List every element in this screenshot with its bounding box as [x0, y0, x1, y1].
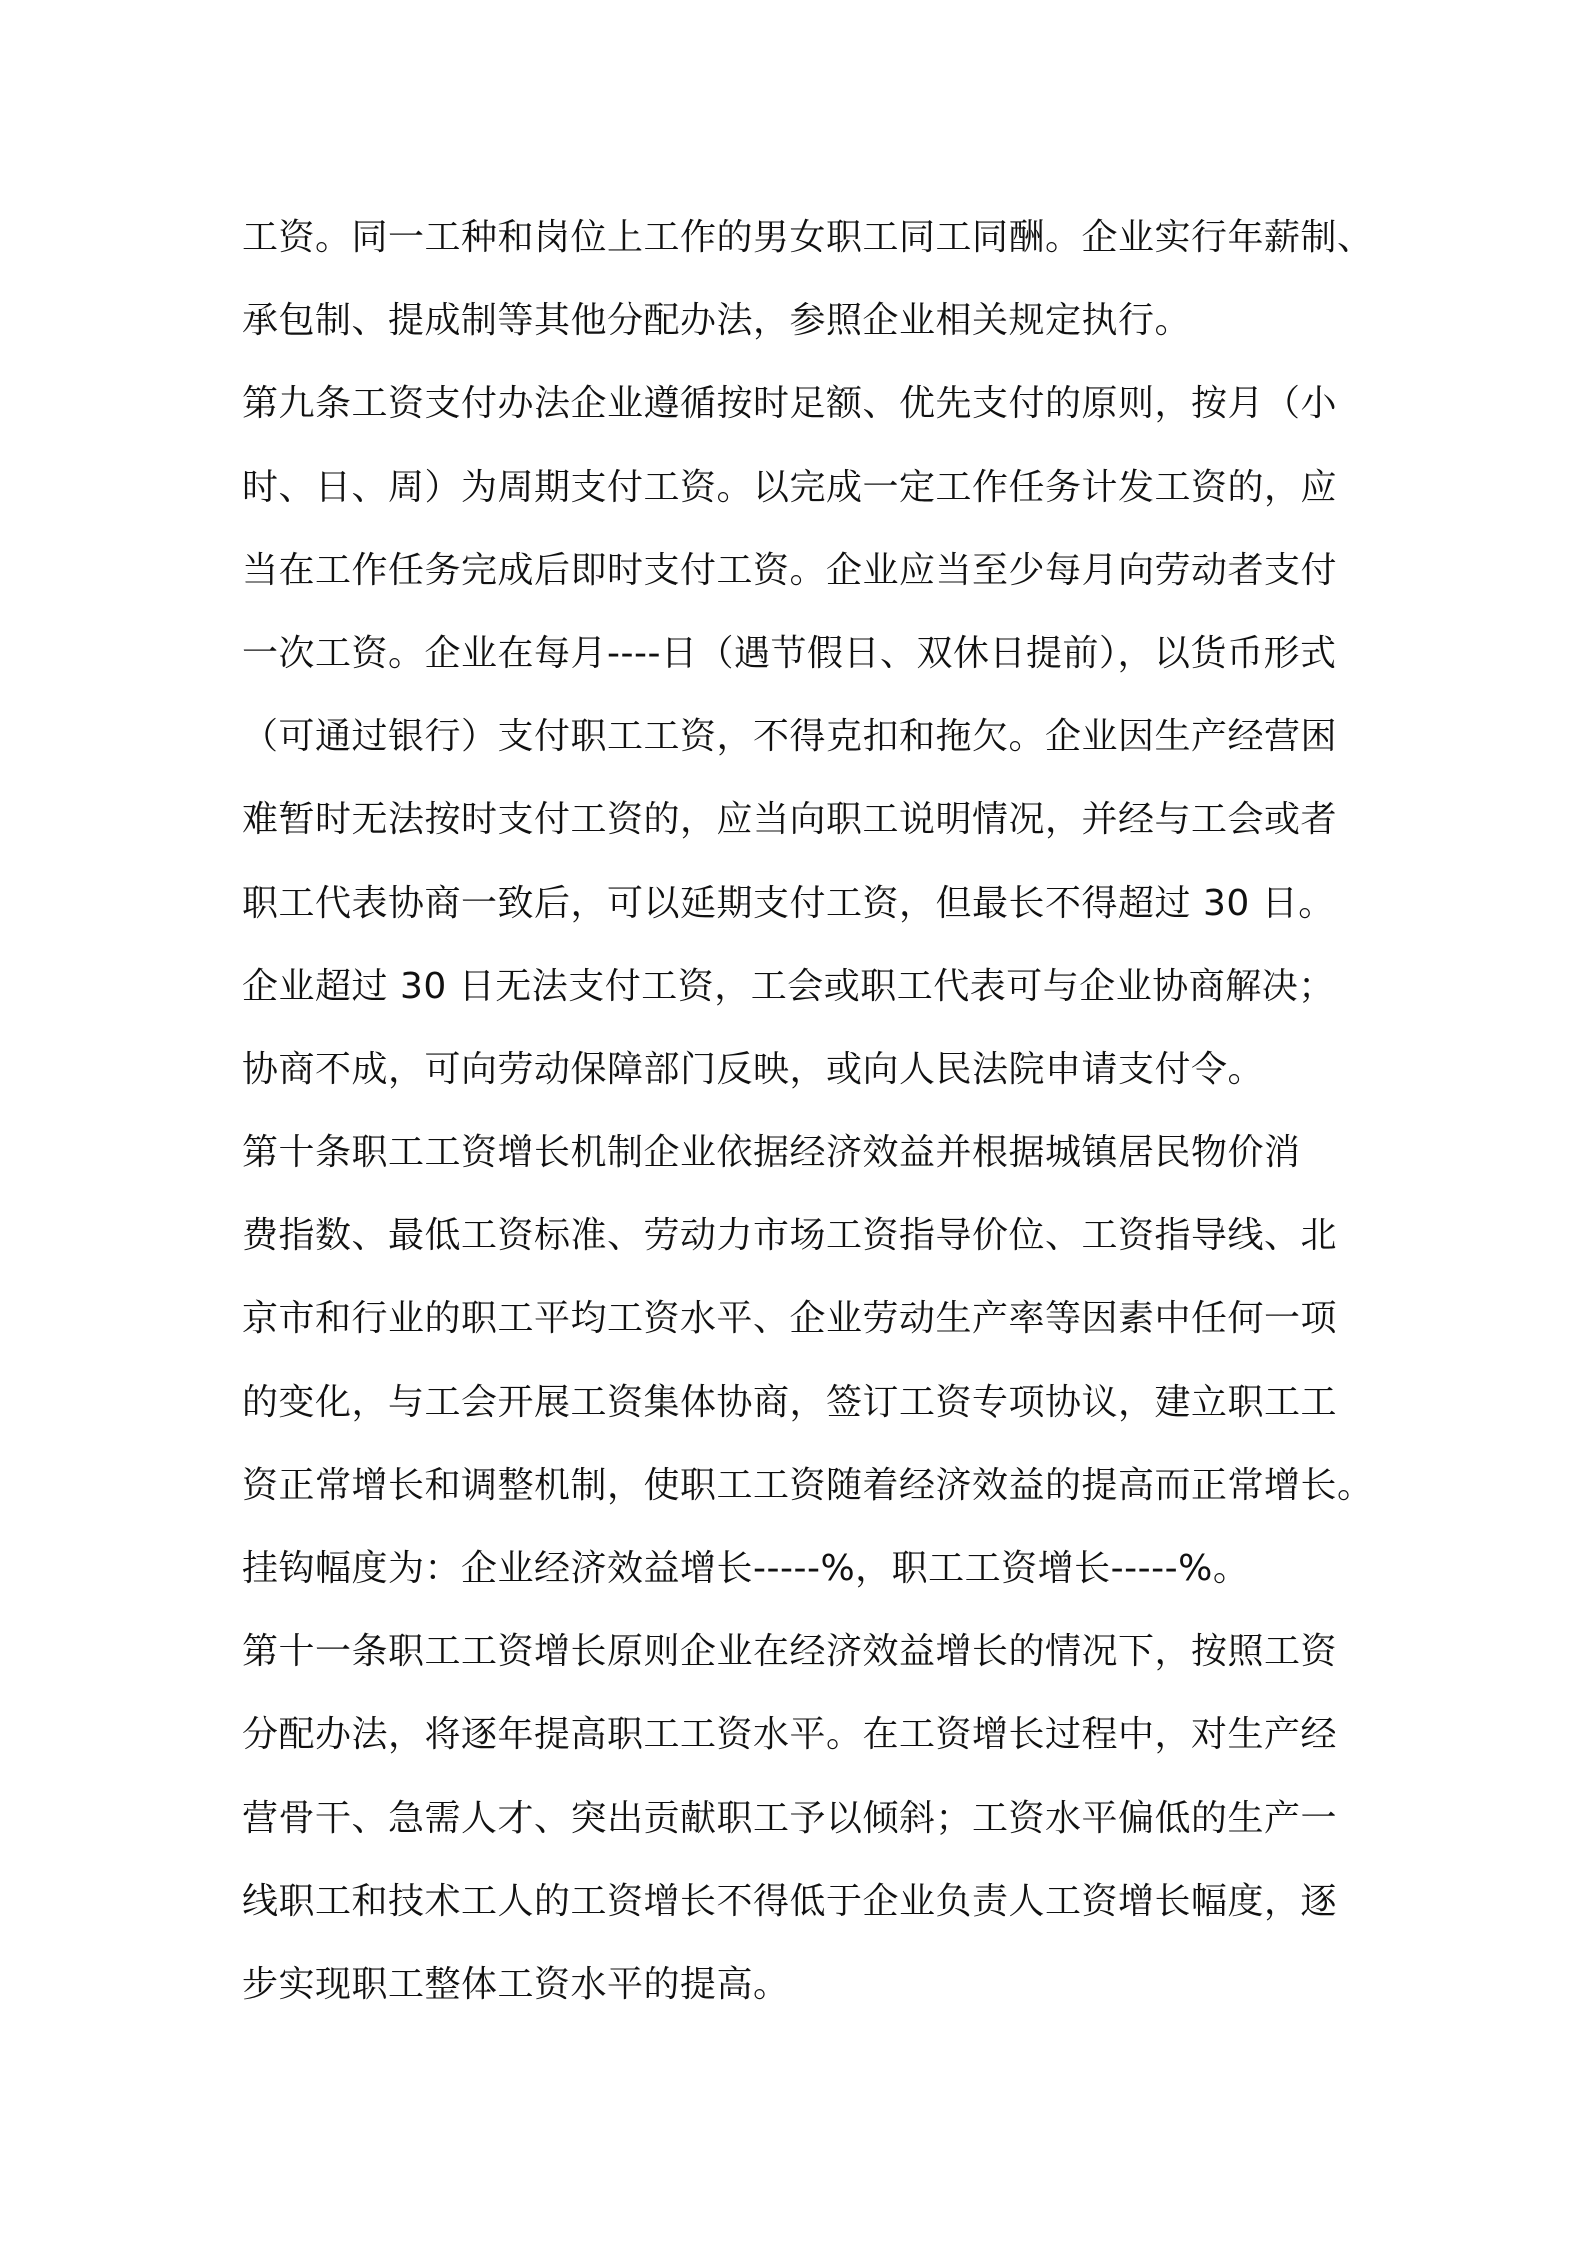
article-11-heading-line: 第十一条职工工资增长原则企业在经济效益增长的情况下，按照工资	[242, 1631, 1338, 1673]
text-line: 难暂时无法按时支付工资的，应当向职工说明情况，并经与工会或者	[242, 799, 1338, 841]
text-line: 线职工和技术工人的工资增长不得低于企业负责人工资增长幅度，逐	[242, 1880, 1338, 1922]
text-line: 企业超过 30 日无法支付工资，工会或职工代表可与企业协商解决；	[242, 965, 1335, 1007]
text-line: 协商不成，可向劳动保障部门反映，或向人民法院申请支付令。	[242, 1048, 1265, 1090]
text-line: 当在工作任务完成后即时支付工资。企业应当至少每月向劳动者支付	[242, 549, 1338, 591]
text-line: 营骨干、急需人才、突出贡献职工予以倾斜；工资水平偏低的生产一	[242, 1797, 1338, 1839]
article-10-heading-line: 第十条职工工资增长机制企业依据经济效益并根据城镇居民物价消	[242, 1132, 1301, 1174]
text-line: 的变化，与工会开展工资集体协商，签订工资专项协议，建立职工工	[242, 1381, 1338, 1423]
text-line: 挂钩幅度为：企业经济效益增长-----%，职工工资增长-----%。	[242, 1548, 1250, 1589]
text-line: 一次工资。企业在每月----日（遇节假日、双休日提前），以货币形式	[242, 632, 1337, 674]
text-line: 步实现职工整体工资水平的提高。	[242, 1963, 790, 2005]
text-line: 承包制、提成制等其他分配办法，参照企业相关规定执行。	[242, 300, 1192, 342]
article-9-heading-line: 第九条工资支付办法企业遵循按时足额、优先支付的原则，按月（小	[242, 383, 1338, 425]
text-line: 京市和行业的职工平均工资水平、企业劳动生产率等因素中任何一项	[242, 1298, 1338, 1340]
text-line: 职工代表协商一致后，可以延期支付工资，但最长不得超过 30 日。	[242, 882, 1335, 924]
text-line: 资正常增长和调整机制，使职工工资随着经济效益的提高而正常增长。	[242, 1464, 1374, 1506]
document-body	[242, 196, 1372, 2026]
text-line: 时、日、周）为周期支付工资。以完成一定工作任务计发工资的，应	[242, 466, 1338, 508]
text-line: 工资。同一工种和岗位上工作的男女职工同工同酬。企业实行年薪制、	[242, 217, 1374, 258]
text-line: 分配办法，将逐年提高职工工资水平。在工资增长过程中，对生产经	[242, 1714, 1338, 1756]
text-line: 费指数、最低工资标准、劳动力市场工资指导价位、工资指导线、北	[242, 1215, 1338, 1257]
text-line: （可通过银行）支付职工工资，不得克扣和拖欠。企业因生产经营困	[242, 716, 1338, 758]
